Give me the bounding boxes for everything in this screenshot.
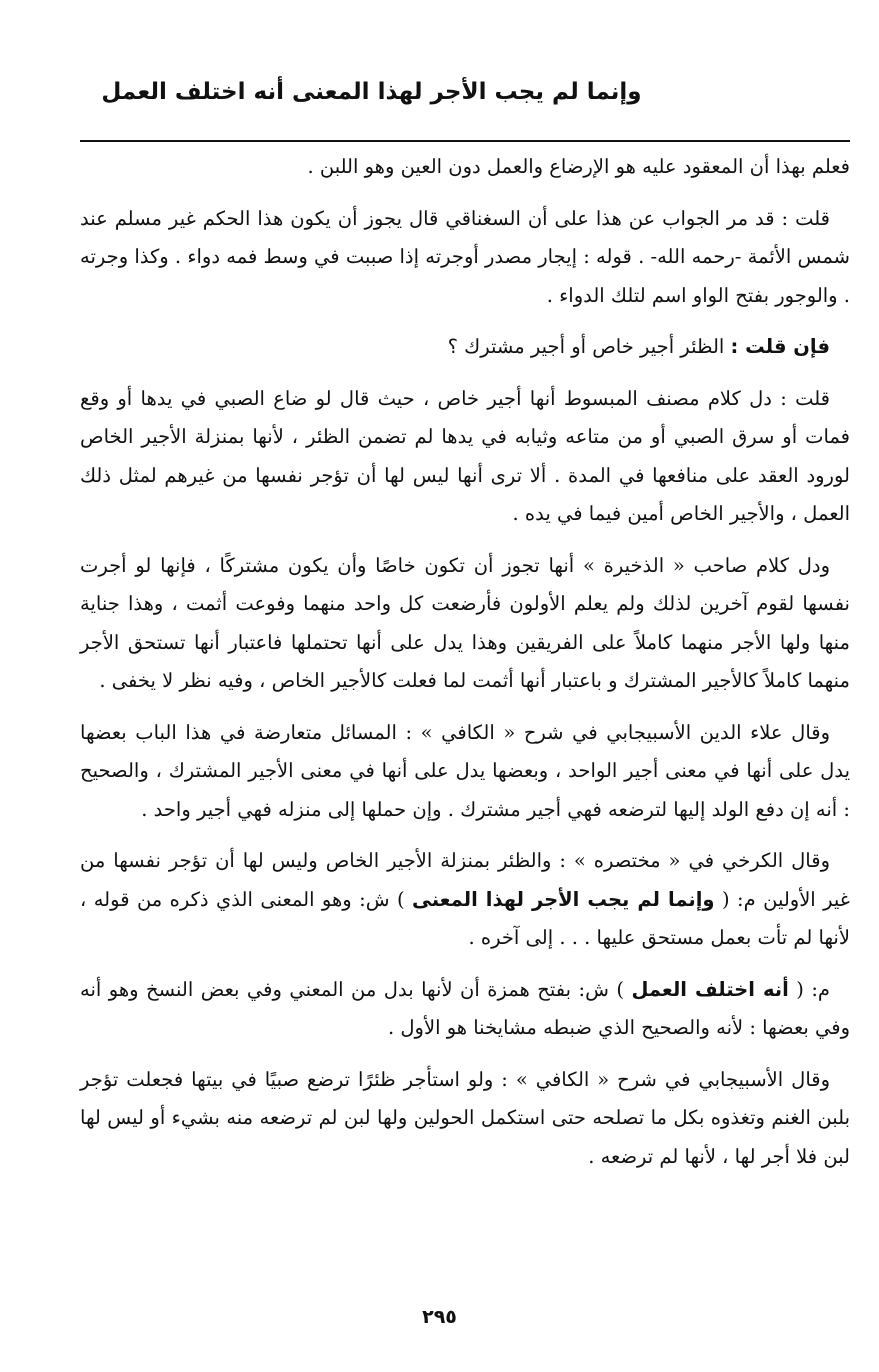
running-header: وإنما لم يجب الأجر لهذا المعنى أنه اختلف العمل: [101, 79, 642, 105]
paragraph-3-text: الظئر أجير خاص أو أجير مشترك ؟: [447, 335, 731, 358]
paragraph-2: قلت : قد مر الجواب عن هذا على أن السغناقي قال يجوز أن يكون هذا الحكم غير مسلم عند شمس الأئمة -رحمه الله- . قوله : إيجار مصدر أوجرته إذا صببت في وسط فمه دواء . وكذا وجرته . والوجور بفتح الواو اسم لتلك الدواء .: [80, 206, 850, 307]
paragraph-4: قلت : دل كلام مصنف المبسوط أنها أجير خاص ، حيث قال لو ضاع الصبي في يدها أو وقع فمات أو سرق الصبي أو من متاعه وثيابه في يدها لم تضمن الظئر ، لأنها بمنزلة الأجير الخاص لورود العقد على منافعها في المدة . ألا ترى أنها ليس لها أن تؤجر نفسها من غيرهم لمثل ذلك العمل ، والأجير الخاص أمين فيما في يده .: [80, 386, 850, 525]
paragraph-7-quote: وإنما لم يجب الأجر لهذا المعنى: [411, 887, 715, 911]
paragraph-7: [80, 842, 850, 958]
paragraph-6: وقال علاء الدين الأسبيجابي في شرح « الكافي » : المسائل متعارضة في هذا الباب بعضها يدل على أنها في معنى أجير الواحد ، وبعضها يدل على أنها في معنى الأجير المشترك ، والصحيح : أنه إن دفع الولد إليها لترضعه فهي أجير مشترك . وإن حملها إلى منزله فهي أجير واحد .: [80, 720, 850, 821]
body-text: [80, 148, 850, 1189]
paragraph-1: فعلم بهذا أن المعقود عليه هو الإرضاع والعمل دون العين وهو اللبن .: [307, 155, 850, 178]
header-divider: [80, 140, 850, 142]
paragraph-3: [80, 328, 850, 367]
paragraph-8-after: ) ش: بفتح همزة أن لأنها بدل من المعني وفي بعض النسخ وهو أنه وفي بعضها : لأنه والصحيح الذي ضبطه مشايخنا هو الأول .: [80, 977, 850, 1039]
paragraph-5: ودل كلام صاحب « الذخيرة » أنها تجوز أن تكون خاصًا وأن يكون مشتركًا ، فإنها لو أجرت نفسها لقوم آخرين لذلك ولم يعلم الأولون فأرضعت كل واحد منهما وفوعت أثمت ، وهذا جناية منها ولها الأجر منهما كاملاً على الفريقين وهذا يدل على أنها تحتملها فاعتبار أنها تستحق الأجر منهما كاملاً كالأجير المشترك و باعتبار أنها أثمت لما فعلت كالأجير الخاص ، وفيه نظر لا يخفى .: [80, 553, 850, 692]
paragraph-3-lead: فإن قلت :: [730, 335, 830, 358]
paragraph-8-quote: أنه اختلف العمل: [631, 977, 789, 1001]
paragraph-8: [80, 971, 850, 1048]
page-number: ٢٩٥: [422, 1306, 457, 1328]
paragraph-7-before: وقال الكرخي في « مختصره » : والظئر بمنزلة الأجير الخاص وليس لها أن تؤجر نفسها من غير الأولين م: (: [80, 849, 851, 911]
paragraph-9: وقال الأسبيجابي في شرح « الكافي » : ولو استأجر ظئرًا ترضع صبيًا في بيتها فجعلت تؤجر بلبن الغنم وتغذوه بكل ما تصلحه حتى استكمل الحولين ولها لبن لم ترضعه منه بشيء أو ليس لها لبن فلا أجر لها ، لأنها لم ترضعه .: [80, 1067, 850, 1168]
paragraph-7-after: ) ش: وهو المعنى الذي ذكره من قوله ، لأنها لم تأت بعمل مستحق عليها . . . إلى آخره .: [80, 887, 850, 949]
paragraph-8-before: م: (: [788, 977, 830, 1001]
